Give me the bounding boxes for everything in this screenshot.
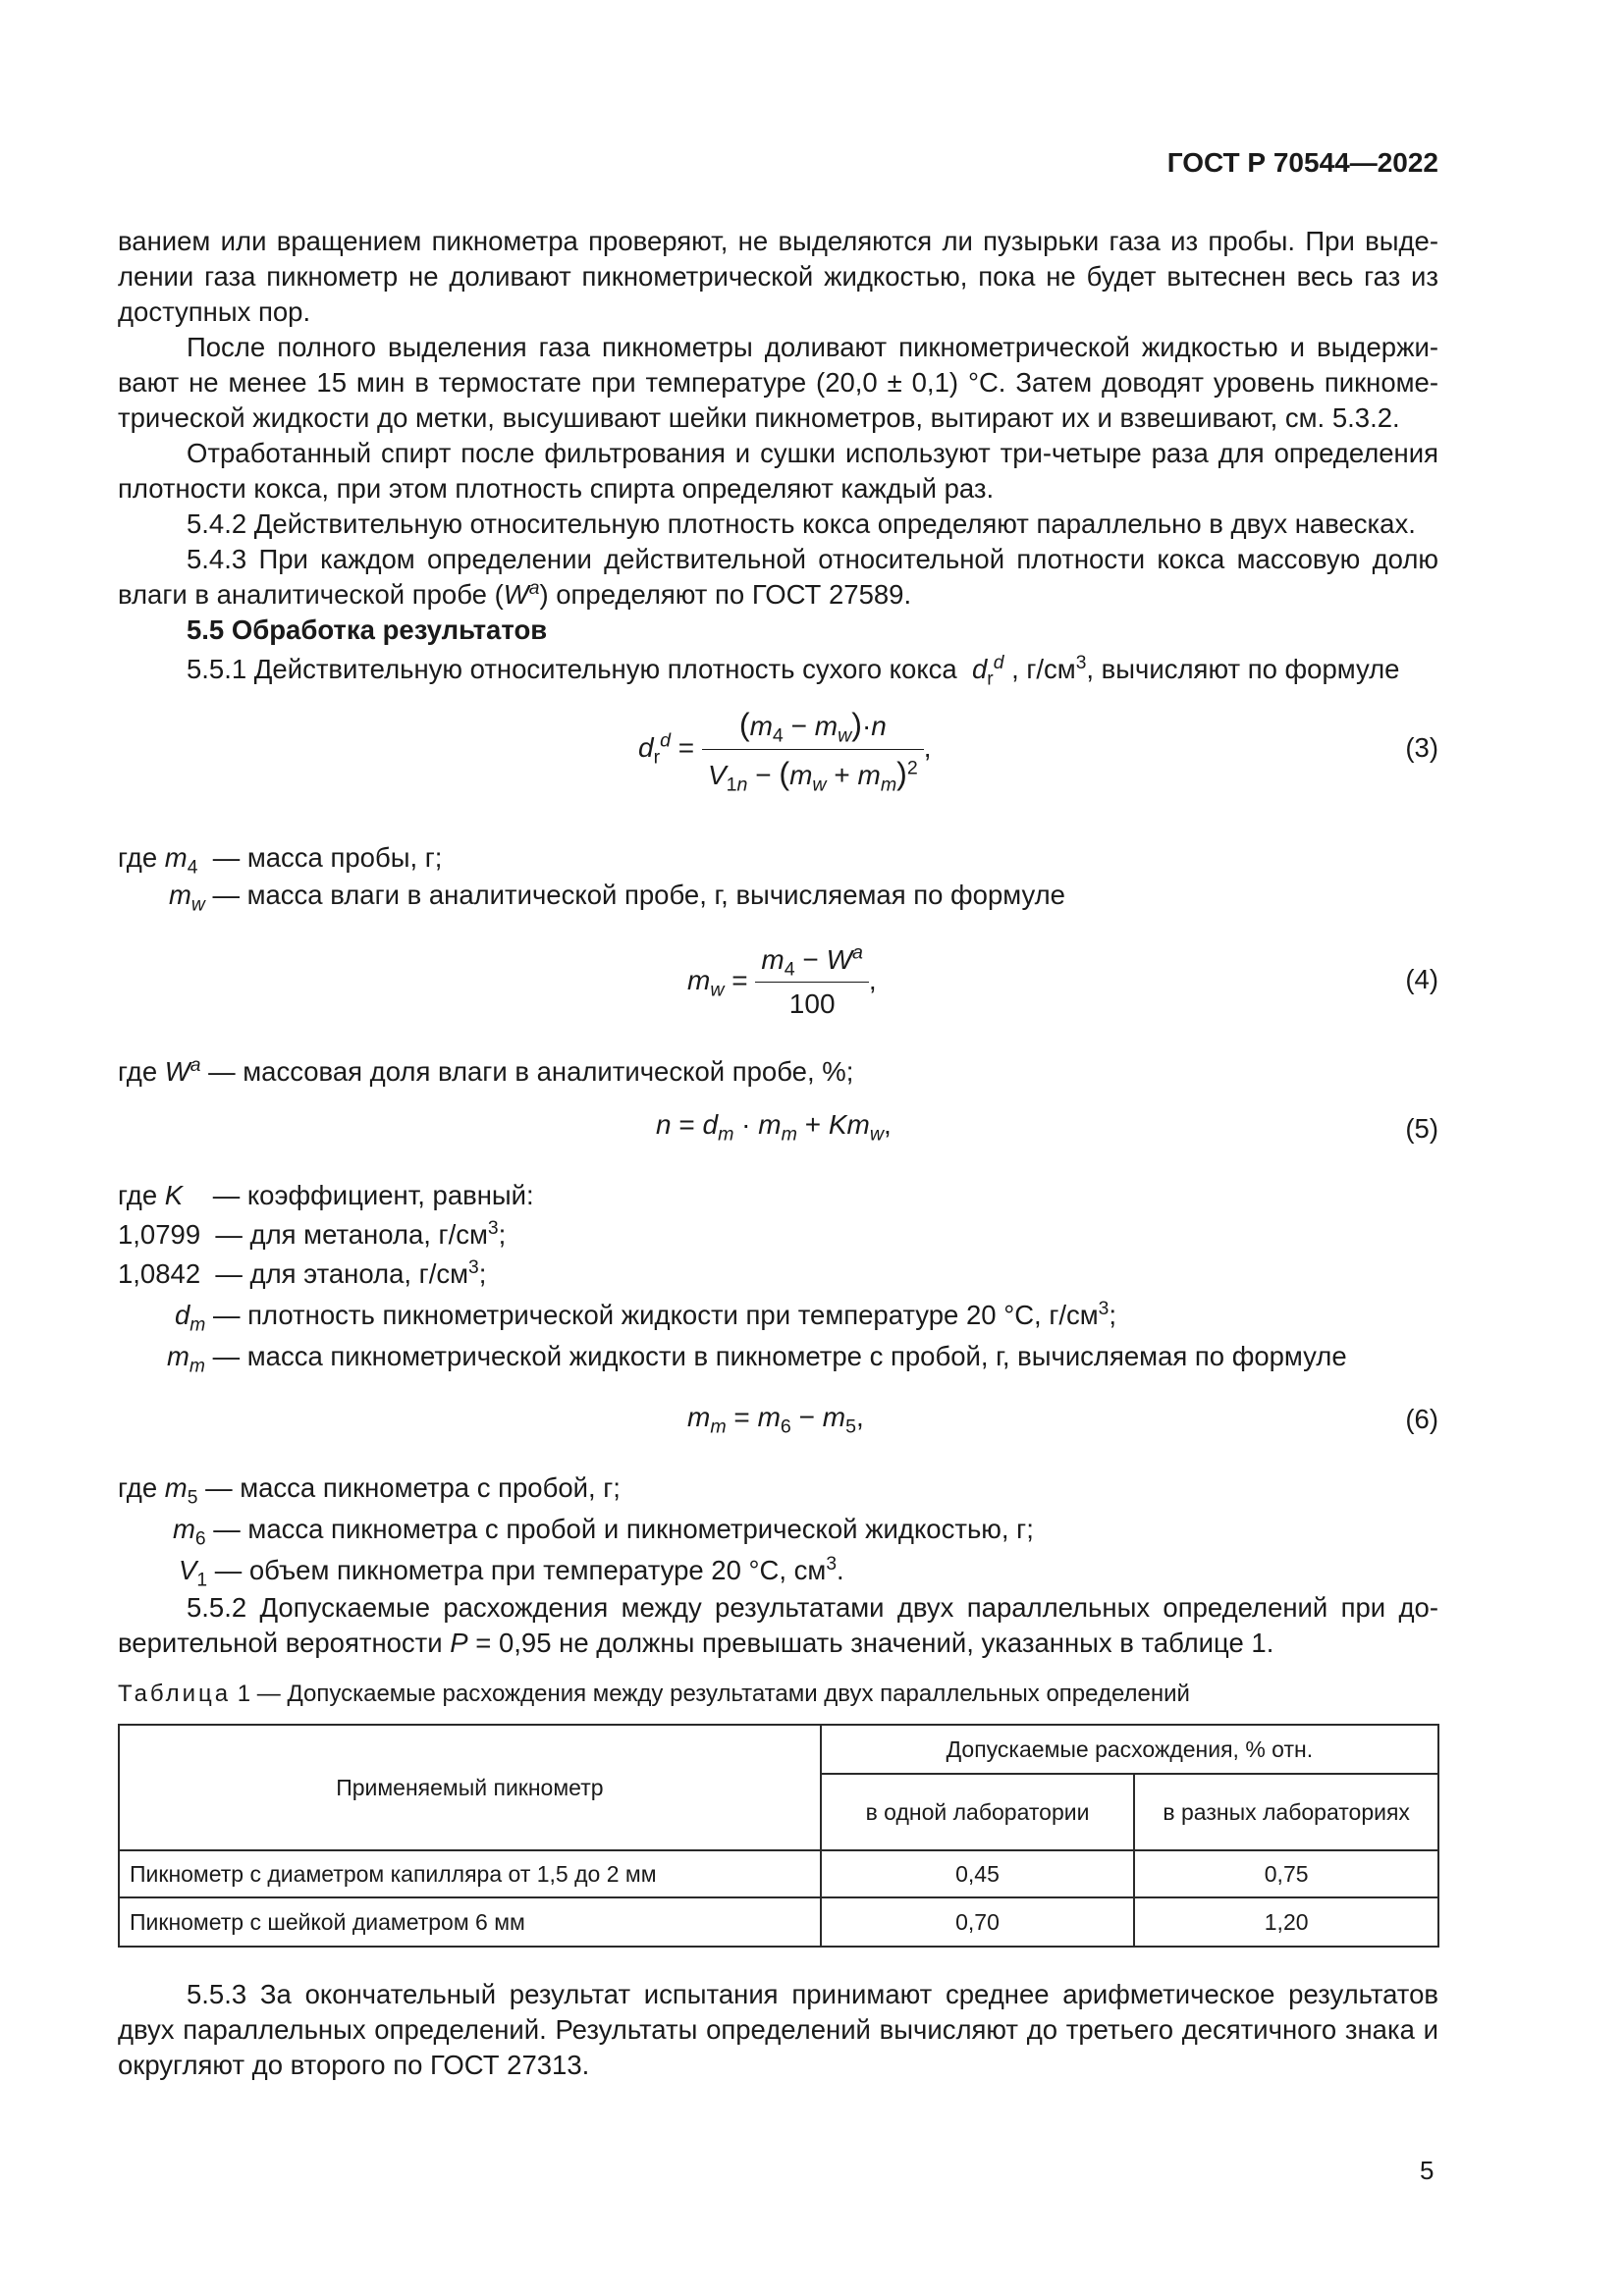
clause-5-4-2: 5.4.2 Действительную относительную плотность кокса определяют параллельно в двух навесках. — [187, 508, 1416, 539]
paragraph-line: ванием или вращением пикнометра проверяют, не выделяются ли пузырьки газа из пробы. При выде- — [118, 226, 1438, 256]
clause-5-5-1: 5.5.1 Действительную относительную плотность сухого кокса $d_r^d$ , $г/см^3$, вычисляют по формуле — [187, 652, 1400, 690]
table-cell: Пикнометр с диаметром капилляра от 1,5 до 2 мм — [119, 1850, 821, 1897]
where-dm: $d_m$ — плотность пикнометрической жидкости при температуре 20 °С, $г/см^3$; — [175, 1298, 1117, 1336]
equation-3: $d_r^d$ = $\frac{(m_4 - m_w)\cdot n}{V_{1n} - (m_w + m_m)^2}$ , — [638, 707, 932, 796]
table-header-different-labs: в разных лабораториях — [1134, 1774, 1438, 1850]
clause-5-5-2-line: верительной вероятности P = 0,95 не должны превышать значений, указанных в таблице 1. — [118, 1628, 1274, 1658]
table-cell: Пикнометр с шейкой диаметром 6 мм — [119, 1897, 821, 1947]
clause-5-5-3-line: двух параллельных определений. Результаты определений вычисляют до третьего десятичного знака и — [118, 2014, 1438, 2045]
section-title: 5.5 Обработка результатов — [187, 614, 548, 645]
table-row — [119, 1897, 1438, 1947]
equation-6: $m_m = m_6 - m_5$, — [687, 1402, 864, 1438]
k-value-methanol: 1,0799 — для метанола, $г/см^3$; — [118, 1217, 507, 1250]
table-header-tolerance: Допускаемые расхождения, % отн. — [821, 1725, 1438, 1774]
clause-5-5-3-line: округляют до второго по ГОСТ 27313. — [118, 2050, 590, 2080]
where-m6: $m_6$ — масса пикнометра с пробой и пикнометрической жидкостью, г; — [173, 1514, 1034, 1550]
where-mm: $m_m$ — масса пикнометрической жидкости в пикнометре с пробой, г, вычисляемая по формуле — [167, 1341, 1347, 1377]
table-row — [119, 1850, 1438, 1897]
where-m5: где $m_5$ — масса пикнометра с пробой, г; — [118, 1472, 621, 1509]
clause-5-4-3-line: влаги в аналитической пробе $(W^a)$ определяют по ГОСТ 27589. — [118, 577, 912, 610]
page-number: 5 — [1420, 2156, 1435, 2185]
where-v1: $V_1$ — объем пикнометра при температуре 20 °С, $см^3$. — [179, 1553, 844, 1591]
equation-number: (5) — [1405, 1113, 1438, 1144]
paragraph-line: лении газа пикнометр не доливают пикнометрической жидкостью, пока не будет вытеснен весь газ из — [118, 261, 1438, 292]
k-value-ethanol: 1,0842 — для этанола, $г/см^3$; — [118, 1256, 487, 1289]
tolerance-table — [118, 1724, 1439, 1948]
table-caption: Таблица 1 — Допускаемые расхождения между результатами двух параллельных определений — [118, 1681, 1190, 1707]
table-cell: 0,75 — [1134, 1850, 1438, 1897]
table-cell: 1,20 — [1134, 1897, 1438, 1947]
clause-5-5-3-line: 5.5.3 За окончательный результат испытания принимают среднее арифметическое результатов — [187, 1979, 1438, 2009]
table-cell: 0,45 — [821, 1850, 1135, 1897]
paragraph-line: трической жидкости до метки, высушивают шейки пикнометров, вытирают их и взвешивают, см. 5.3.2. — [118, 402, 1400, 433]
table-cell: 0,70 — [821, 1897, 1135, 1947]
where-wa: где $W^a$ — массовая доля влаги в аналитической пробе, %; — [118, 1054, 854, 1087]
paragraph-line: вают не менее 15 мин в термостате при температуре (20,0 ± 0,1) °С. Затем доводят уровень пикноме- — [118, 367, 1438, 398]
document-header: ГОСТ Р 70544—2022 — [1166, 147, 1438, 178]
paragraph-line: доступных пор. — [118, 296, 311, 327]
table-header-same-lab: в одной лаборатории — [821, 1774, 1135, 1850]
where-m4: где $m_4$ — масса пробы, г; — [118, 842, 443, 879]
where-k: где K — коэффициент, равный: — [118, 1180, 534, 1210]
clause-5-4-3-line: 5.4.3 При каждом определении действительной относительной плотности кокса массовую долю — [187, 544, 1438, 574]
paragraph-line: плотности кокса, при этом плотность спирта определяют каждый раз. — [118, 473, 995, 504]
clause-5-5-2-line: 5.5.2 Допускаемые расхождения между результатами двух параллельных определений при до- — [187, 1592, 1438, 1623]
paragraph-line: После полного выделения газа пикнометры доливают пикнометрической жидкостью и выдержи- — [187, 332, 1438, 362]
paragraph-line: Отработанный спирт после фильтрования и сушки используют три-четыре раза для определения — [187, 438, 1438, 468]
equation-4: $m_w$ = $\frac{m_4 - W^a}{100}$ , — [687, 941, 877, 1019]
equation-number: (3) — [1405, 732, 1438, 763]
equation-number: (4) — [1405, 964, 1438, 994]
where-mw: $m_w$ — масса влаги в аналитической пробе, г, вычисляемая по формуле — [169, 880, 1065, 916]
equation-number: (6) — [1405, 1404, 1438, 1434]
table-header-pycnometer: Применяемый пикнометр — [119, 1725, 821, 1850]
equation-5: $n = d_m \cdot m_m + Km_w$, — [656, 1109, 892, 1146]
